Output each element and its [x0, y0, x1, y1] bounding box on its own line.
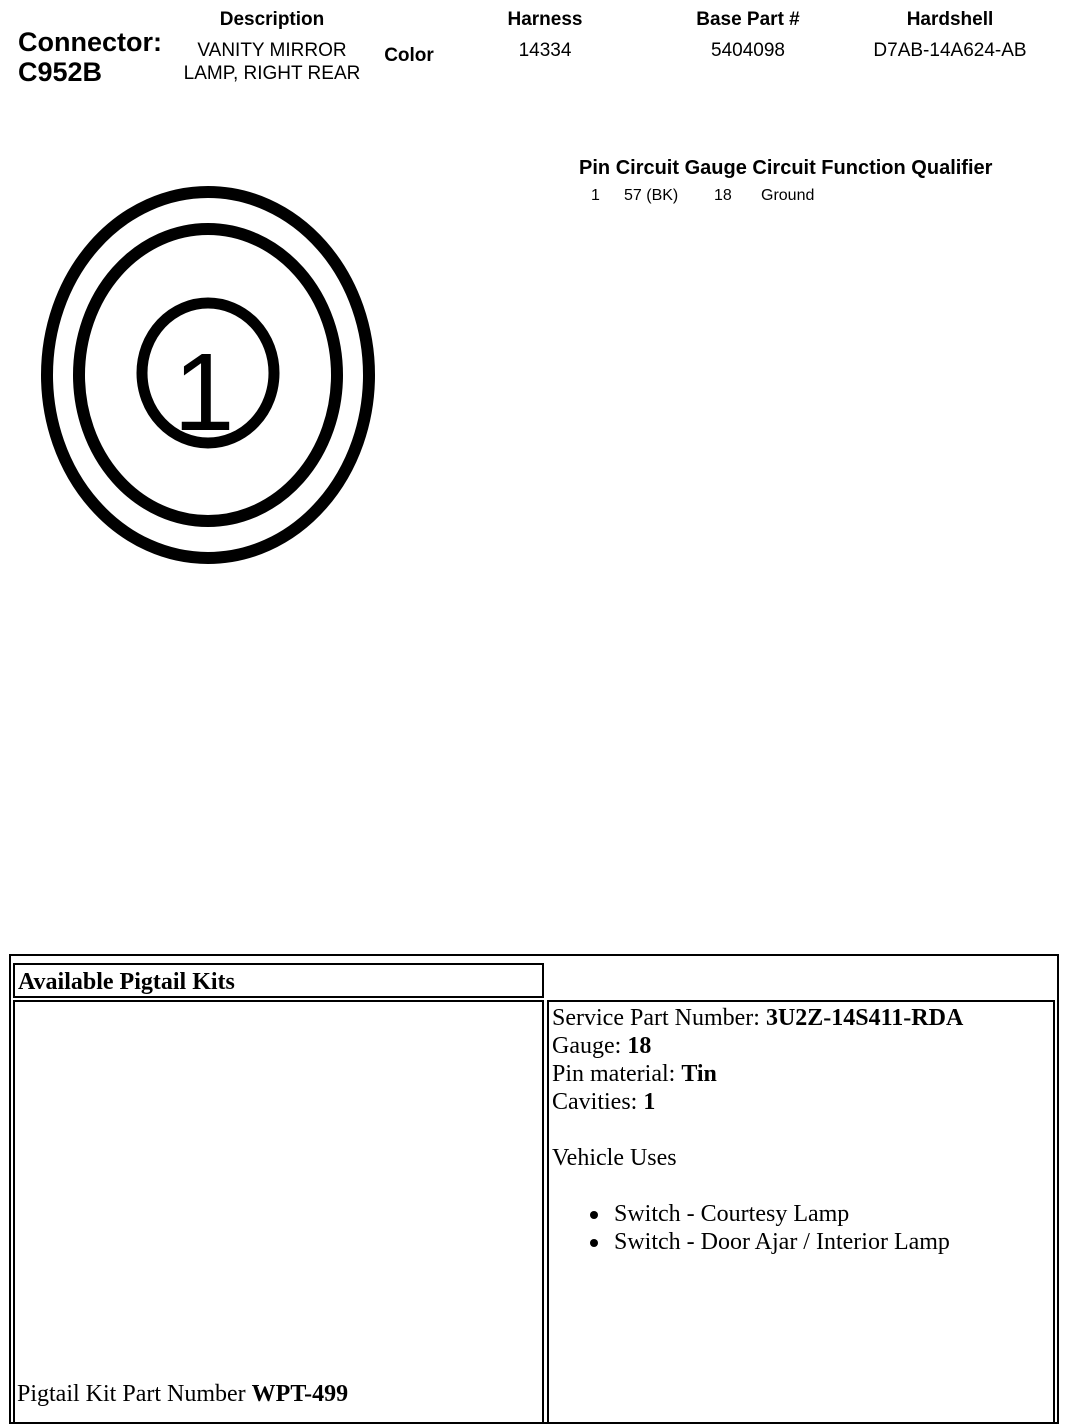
list-item: Switch - Door Ajar / Interior Lamp: [552, 1228, 1053, 1256]
pigtail-title-box: [13, 963, 544, 998]
row-pin: 1: [591, 187, 600, 204]
pin-header: Pin: [579, 157, 611, 179]
description-value: VANITY MIRROR LAMP, RIGHT REAR: [183, 40, 361, 84]
service-part-label: Service Part Number:: [552, 1005, 760, 1031]
row-function: Ground: [761, 187, 815, 204]
circuit-function-header: Circuit Function: [752, 157, 906, 179]
gauge-header: Gauge: [684, 157, 747, 179]
gauge-value: 18: [627, 1033, 652, 1059]
gauge-line: [552, 1032, 1053, 1060]
qualifier-header: Qualifier: [911, 157, 993, 179]
pigtail-kit-part-line: [17, 1380, 348, 1408]
row-circuit: 57 (BK): [624, 187, 679, 204]
connector-id: C952B: [18, 57, 103, 87]
pin-cavity-1-label: 1: [173, 331, 235, 454]
color-header: Color: [384, 45, 434, 66]
harness-value: 14334: [518, 40, 572, 61]
connector-label: [18, 27, 162, 87]
pigtail-image-cell: [13, 1000, 544, 1424]
harness-header: Harness: [507, 9, 583, 30]
pin-material-value: Tin: [681, 1061, 717, 1087]
connector-face-diagram: [30, 175, 390, 575]
pin-table-header: [579, 157, 992, 180]
base-part-header: Base Part #: [696, 9, 800, 30]
gauge-label: Gauge:: [552, 1033, 622, 1059]
row-gauge: 18: [714, 187, 732, 204]
description-header: Description: [219, 9, 325, 30]
vehicle-uses-heading: Vehicle Uses: [552, 1145, 677, 1171]
pin-material-line: [552, 1060, 1053, 1088]
hardshell-value: D7AB-14A624-AB: [873, 40, 1027, 61]
pin-table: [579, 157, 992, 180]
vehicle-uses-list: [552, 1200, 1053, 1256]
connector-label-text: Connector:: [18, 27, 162, 57]
service-part-line: [552, 1004, 1053, 1032]
pin-material-label: Pin material:: [552, 1061, 676, 1087]
pigtail-kit-part-value: WPT-499: [251, 1381, 349, 1407]
circuit-header: Circuit: [615, 157, 680, 179]
cavities-value: 1: [643, 1089, 656, 1115]
base-part-value: 5404098: [711, 40, 785, 61]
cavities-label: Cavities:: [552, 1089, 638, 1115]
pigtail-details-cell: [547, 1000, 1055, 1424]
pigtail-kit-part-label: Pigtail Kit Part Number: [17, 1381, 246, 1407]
pigtail-title: Available Pigtail Kits: [18, 969, 235, 995]
list-item: Switch - Courtesy Lamp: [552, 1200, 1053, 1228]
service-part-value: 3U2Z-14S411-RDA: [765, 1005, 964, 1031]
hardshell-header: Hardshell: [906, 9, 994, 30]
cavities-line: [552, 1088, 1053, 1116]
